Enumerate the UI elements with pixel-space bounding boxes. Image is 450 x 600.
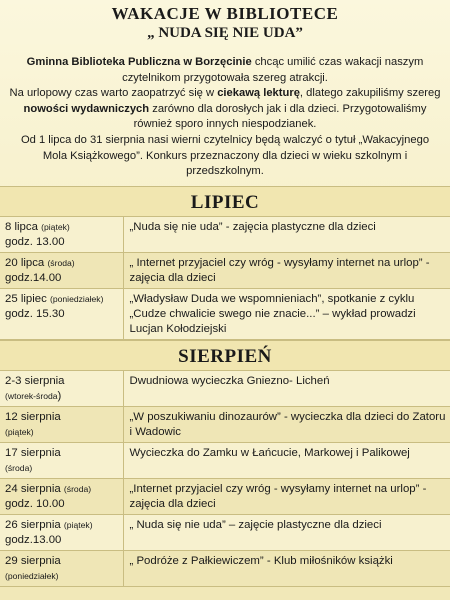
intro-p2-bold1: ciekawą lekturę [217, 87, 300, 100]
event-description: „ Podróże z Pałkiewiczem” - Klub miłośników książki [123, 550, 450, 586]
event-description: „W poszukiwaniu dinozaurów” - wycieczka dla dzieci do Zatoru i Wadowic [123, 406, 450, 442]
event-date-cell: 20 lipca (środa) godz.14.00 [0, 252, 123, 288]
event-date-cell: 17 sierpnia (środa) [0, 442, 123, 478]
intro-p2-b: , dlatego zakupiliśmy szereg [299, 87, 441, 100]
table-row [0, 217, 450, 253]
intro-paragraph-2 [8, 86, 442, 133]
event-date-cell: 26 sierpnia (piątek) godz.13.00 [0, 514, 123, 550]
table-row [0, 442, 450, 478]
intro-paragraph-1 [8, 55, 442, 86]
event-date-cell: 24 sierpnia (środa) godz. 10.00 [0, 478, 123, 514]
table-row [0, 288, 450, 339]
event-description: „ Internet przyjaciel czy wróg - wysyłamy internet na urlop” - zajęcia dla dzieci [123, 252, 450, 288]
section-heading-august: SIERPIEŃ [0, 340, 450, 371]
event-description: „Internet przyjaciel czy wróg - wysyłamy internet na urlop” - zajęcia dla dzieci [123, 478, 450, 514]
august-schedule-table [0, 371, 450, 587]
page-subtitle: „ NUDA SIĘ NIE UDA” [147, 25, 303, 41]
library-name: Gminna Biblioteka Publiczna w Borzęcinie [26, 56, 252, 68]
event-date-cell: 29 sierpnia (poniedziałek) [0, 550, 123, 586]
table-row [0, 514, 450, 550]
table-row [0, 406, 450, 442]
event-description: Wycieczka do Zamku w Łańcucie, Markowej i Palikowej [123, 442, 450, 478]
intro-p2-a: Na urlopowy czas warto zaopatrzyć się w [9, 87, 218, 100]
table-row [0, 252, 450, 288]
table-row [0, 550, 450, 586]
page-title: WAKACJE W BIBLIOTECE [111, 4, 339, 23]
section-heading-july: LIPIEC [0, 186, 450, 217]
event-description: „ Nuda się nie uda” – zajęcie plastyczne dla dzieci [123, 514, 450, 550]
intro-p1-rest: chcąc umilić czas wakacji naszym czytelnikom przygotowała szereg atrakcji. [122, 56, 424, 84]
event-description: „Nuda się nie uda” - zajęcia plastyczne dla dzieci [123, 217, 450, 253]
page-header [0, 0, 450, 43]
event-date-cell: 8 lipca (piątek) godz. 13.00 [0, 217, 123, 253]
july-schedule-table [0, 217, 450, 340]
table-row [0, 371, 450, 407]
event-date-cell: 12 sierpnia (piątek) [0, 406, 123, 442]
table-row [0, 478, 450, 514]
intro-p2-c: zarówno dla dorosłych jak i dla dzieci. Przygotowaliśmy również sporo innych niespodzianek. [133, 102, 427, 131]
event-description: „Władysław Duda we wspomnieniach”, spotkanie z cyklu „Cudze chwalicie swego nie znacie...” – wykład prowadzi Lucjan Kołodziejski [123, 288, 450, 339]
event-date-cell: 25 lipiec (poniedziałek) godz. 15.30 [0, 288, 123, 339]
event-date-cell: 2-3 sierpnia (wtorek-środa) [0, 371, 123, 407]
intro-paragraph-3: Od 1 lipca do 31 sierpnia nasi wierni czytelnicy będą walczyć o tytuł „Wakacyjnego Mola Książkowego”. Konkurs przeznaczony dla dzieci w wieku szkolnym i przedszkolnym. [20, 133, 430, 178]
intro-p2-bold2: nowości wydawniczych [23, 102, 150, 115]
event-description: Dwudniowa wycieczka Gniezno- Licheń [123, 371, 450, 407]
intro-text [0, 43, 450, 180]
